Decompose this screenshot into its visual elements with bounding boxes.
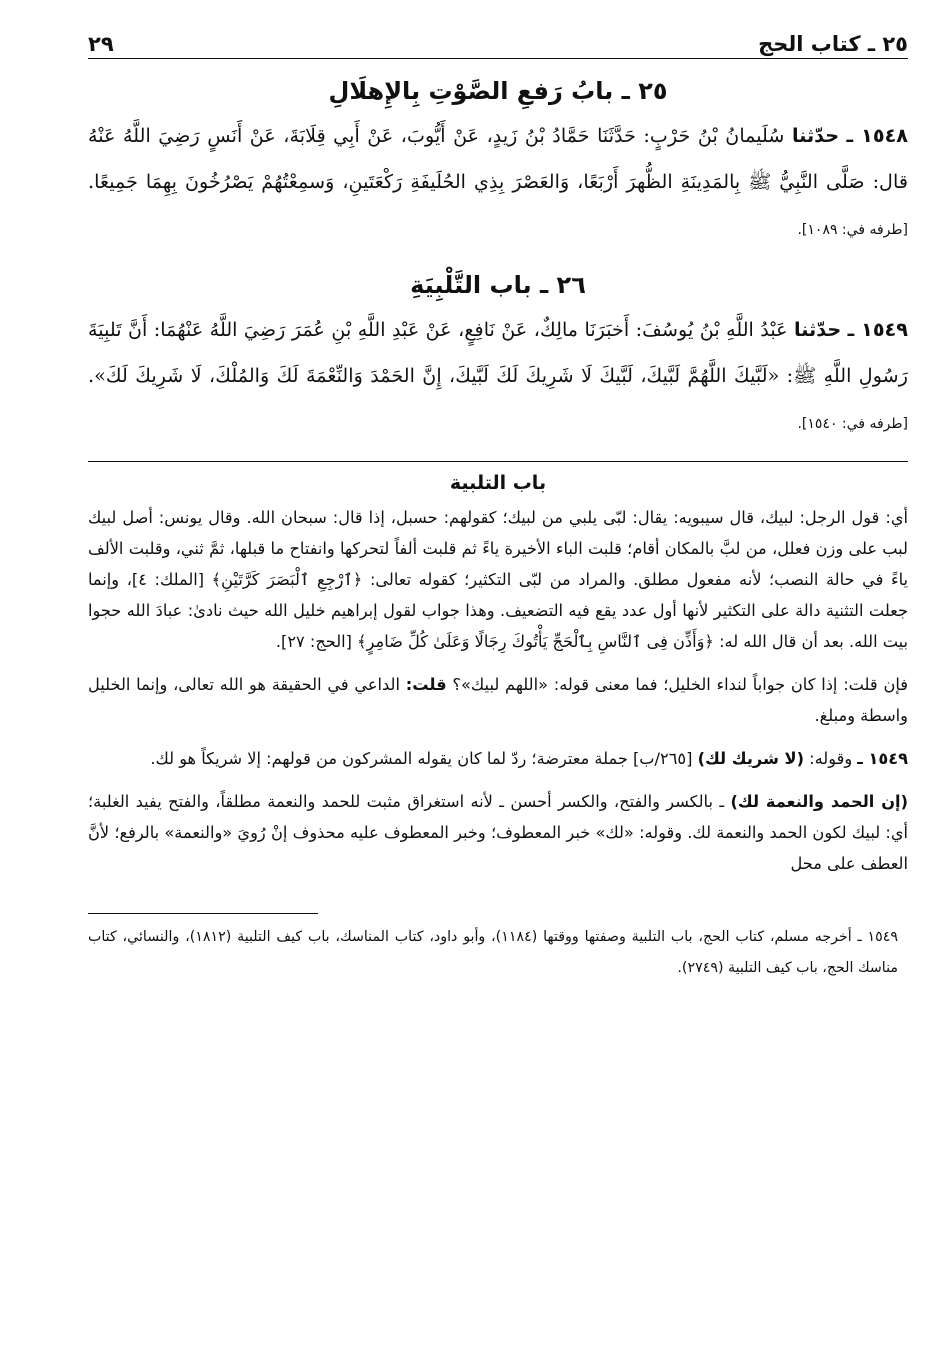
hadith-number: ١٥٤٩ ـ	[847, 318, 908, 341]
commentary-paragraph-4	[88, 786, 908, 879]
hadith-text: عَبْدُ اللَّهِ بْنُ يُوسُفَ: أَخبَرَنَا مالِكٌ، عَنْ نَافِعٍ، عَنْ عَبْدِ اللَّهِ بْنِ عُمَرَ رَضِيَ اللَّهُ عَنْهُمَا: أَنَّ تَلبِيَةَ رَسُولِ اللَّهِ ﷺ: «لَبَّيكَ اللَّهُمَّ لَبَّيكَ، لَبَّيكَ لَا شَرِيكَ لَكَ لَبَّيكَ، إِنَّ الحَمْدَ وَالنِّعْمَةَ لَكَ وَالمُلْكَ، لَا شَرِيكَ لَكَ».	[88, 318, 908, 387]
hadith-number: ١٥٤٨ ـ	[846, 124, 908, 147]
commentary-answer-label: قلت:	[405, 675, 447, 694]
commentary-text: [٢٦٥/ب] جملة معترضة؛ ردّ لما كان يقوله المشركون من قولهم: إلا شريكاً هو لك.	[150, 749, 693, 768]
commentary-paragraph-1: أي: قول الرجل: لبيك، قال سيبويه: يقال: لبّى يلبي من لبيك؛ كقولهم: حسبل، إذا قال: سبحان الله. وقال يونس: أصل لبيك لبب على وزن فعلل، من لبَّ بالمكان أقام؛ قلبت الباء الأخيرة ياءً ثم قلبت ألفاً لتحركها وانفتاح ما قبلها، ثمَّ ثني، وقلبت الألف ياءً في حالة النصب؛ لأنه مفعول مطلق. والمراد من لبّى التكثير؛ كقوله تعالى: ﴿ٱرْجِعِ ٱلْبَصَرَ كَرَّتَيْنِ﴾ [الملك: ٤]، وإنما جعلت التثنية دالة على التكثير لأنها أول عدد يقع فيه التضعيف. وهذا جواب لقول إبراهيم خليل الله حيث نادىٰ: عبادَ الله حجوا بيت الله. بعد أن قال الله له: ﴿وَأَذِّن فِى ٱلنَّاسِ بِٱلْحَجِّ يَأْتُوكَ رِجَالًا وَعَلَىٰ كُلِّ ضَامِرٍ﴾ [الحج: ٢٧].	[88, 508, 909, 651]
commentary-paragraph-2	[88, 669, 908, 731]
page-number: ٢٩	[88, 32, 114, 56]
commentary-term: (لا شريك لك)	[697, 749, 804, 768]
hadith-text: سُلَيمانُ بْنُ حَرْبٍ: حَدَّثَنَا حَمَّادُ بْنُ زَيدٍ، عَنْ أَيُّوبَ، عَنْ أَبِي قِلَابَةَ، عَنْ أَنَسٍ رَضِيَ اللَّهُ عَنْهُ قال: صَلَّى النَّبِيُّ ﷺ بِالمَدِينَةِ الظُّهرَ أَرْبَعًا، وَالعَصْرَ بِذِي الحُلَيفَةِ رَكْعَتَينِ، وَسمِعْتُهُمْ يَصْرُخُونَ بِهِمَا جَمِيعًا.	[88, 124, 908, 193]
commentary-title: باب التلبية	[449, 472, 547, 494]
commentary-term: (إن الحمد والنعمة لك)	[730, 792, 908, 811]
hadith-tarf: [طرفه في: ١٥٤٠].	[797, 416, 908, 432]
hadith-tarf: [طرفه في: ١٠٨٩].	[797, 222, 908, 238]
footnote: ١٥٤٩ ـ أخرجه مسلم، كتاب الحج، باب التلبية وصفتها ووقتها (١١٨٤)، وأبو داود، كتاب المناسك، باب كيف التلبية (١٨١٢)، والنسائي، كتاب مناسك الحج، باب كيف التلبية (٢٧٤٩).	[88, 929, 899, 976]
commentary-paragraph-3	[88, 743, 908, 774]
commentary-text: وقوله:	[809, 749, 853, 768]
hadith-1548	[88, 113, 908, 253]
commentary-answer: الداعي في الحقيقة هو الله تعالى، وإنما الخليل واسطة ومبلغ.	[88, 675, 908, 725]
hadith-lead: حدّثنا	[791, 124, 840, 147]
hadith-lead: حدّثنا	[794, 318, 842, 341]
commentary-text: ـ بالكسر والفتح، والكسر أحسن ـ لأنه استغراق مثبت للحمد والنعمة مطلقاً، والفتح يفيد الغلبة؛ أي: لبيك لكون الحمد والنعمة لك. وقوله: «لك» خبر المعطوف؛ وخبر المعطوف عليه محذوف إنْ رُويَ «والنعمة» بالرفع؛ لأنَّ العطف على محل	[88, 792, 908, 873]
chapter-title-26: ٢٦ ـ باب التَّلْبِيَةِ	[410, 271, 586, 299]
commentary-hadith-number: ١٥٤٩ ـ	[857, 749, 908, 768]
separator-rule	[88, 461, 908, 462]
footnote-rule	[88, 913, 318, 914]
running-header-chapter: ٢٥ ـ كتاب الحج	[758, 32, 908, 56]
running-header	[88, 22, 908, 59]
commentary-question: فإن قلت: إذا كان جواباً لنداء الخليل؛ فما معنى قوله: «اللهم لبيك»؟	[452, 675, 909, 694]
hadith-1549	[88, 307, 908, 447]
chapter-title-25: ٢٥ ـ بابُ رَفعِ الصَّوْتِ بِالإِهلَالِ	[328, 77, 668, 105]
